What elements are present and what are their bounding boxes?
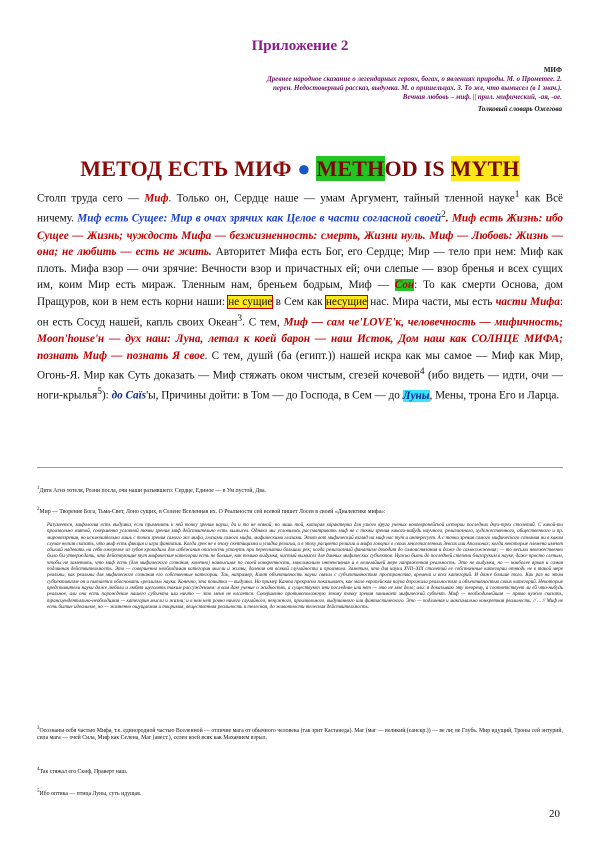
emphasis-chasti-mifa: части Мифа: [495, 296, 560, 309]
emphasis-red: . Миф есть Жизнь: ибо Сущее — Жизнь; чуждость Мифа — безжизненность: смерть, Жизни нуль. Миф — Любовь: Жизнь — она; не любить — есть не жить.: [37, 213, 564, 259]
main-text: [37, 187, 563, 405]
footnote-ref-3[interactable]: 3: [237, 313, 243, 324]
word-nesushchie-2: несущие: [325, 296, 368, 309]
text-run: . Только он, Сердце наше — умам Аргумент, тайный тленной науке: [168, 192, 515, 205]
text-run: ):: [101, 390, 109, 403]
title-en-a: METH: [316, 156, 385, 181]
title-en-c: MYTH: [450, 156, 520, 181]
text-run: в Сем как: [272, 296, 323, 309]
text-run: Авторитет Мифа есть Бог, его Сердце; Мир — тело при нем: Миф как плоть. Мифа взор — очи зрячие: Вечности взор и причастных ей; очи слепые — взор бренья и всех сущих им, коим Мир есть мираж. Тленным нам, бреньем бодрым, Миф —: [37, 246, 563, 292]
text-run: 'ы, Причины дойти: в Том — до Господа, в Сем — до: [146, 390, 400, 403]
footnote-4-text: Так стяжал его Скиф, Праверт наш.: [39, 768, 128, 775]
text-run: . С тем,: [242, 316, 280, 329]
text-run: как Всё ничему.: [37, 192, 564, 226]
text-run: нас. Мира части, мы есть: [367, 296, 493, 309]
word-mif: Миф: [144, 192, 169, 205]
footnote-5: $^5$Ибо оптика — птица Луны, суть идущая.: [37, 789, 142, 797]
page-number: 20: [549, 808, 560, 820]
text-run: : он есть Сосуд нашей, капль своих Океан: [37, 296, 564, 329]
title-en-b: OD IS: [384, 156, 451, 181]
dictionary-definition: Древнее народное сказание о легендарных героях, богах, о явлениях природы. М. о Прометее. 2. перен. Недостоверный рассказ, выдумка. М. о пришельцах. 3. То же, что вымысел (в 1 знач.). Вечная любовь – миф. || прил. мифический, -ая, -ое.: [266, 75, 562, 101]
footnote-ref-1[interactable]: 1: [514, 190, 520, 200]
text-run: Столп труда сего —: [37, 192, 140, 205]
footnote-3: $^3$Осознаны себя частью Мифа, т.е. единородной частью Вселенной — отличие мага от обычного человека (так зрит Кастанеда). Маг (маг — великий (санскр.)) — ве ли; ве Глубь. Мир идущий, Троны сей энтурий, сила мага — очей Сила, Миф как Селена, Маг (авест.), селен коей всяк как Махамием взрыл.: [37, 726, 563, 742]
text-run: (ибо видеть — идти, очи — ноги-крылья: [37, 369, 563, 403]
dictionary-headword: МИФ: [543, 66, 562, 74]
footnote-2: $^2$Мир — Творение Бога, Тьма-Свет, Лоно сущих, в Селене Вселенная их. О Реальности сей всевой пишет Лосев в своей «Диалектике мифа»:: [37, 507, 386, 515]
word-luny: Луны: [402, 390, 430, 403]
text-run: . С тем, душй (ба (египт.)) нашей искра как мы самое — Миф как Мир, Огонь-Я. Мир как Суть доказать — Миф стяжать оком чистым, сгезей кочевой: [37, 349, 563, 382]
footnote-separator: [37, 467, 563, 468]
footnote-1: $^1$Дитя Агнэ тотеля, Розни посла, очи наши разъявшего: Сердце, Единое — в Ум пустой, Два.: [37, 486, 267, 494]
footnote-ref-2[interactable]: 2: [441, 210, 446, 221]
appendix-title: Приложение 2: [251, 38, 349, 54]
footnote-5-text: Ибо оптика — птица Луны, суть идущая.: [39, 790, 142, 797]
page-title: [0, 156, 600, 182]
emphasis-love: Миф — сам че'LOVE'к, человечность — мифичность; Moon'house'н — дух наш: Луна, летал к коей барон — наш Исток, Дом наш как СОЛНЦЕ МИФА; познать Миф — познать Я свое: [37, 316, 563, 362]
text-run: , Мены, трона Его и Ларца.: [429, 390, 560, 403]
footnote-1-text: Дитя Агнэ тотеля, Розни посла, очи наши разъявшего: Сердце, Единое — в Ум пустой, Два.: [39, 487, 267, 494]
footnote-ref-5[interactable]: 5: [97, 387, 102, 398]
word-do-sais: до Саїs: [111, 390, 147, 403]
title-ru: МЕТОД ЕСТЬ МИФ: [80, 156, 292, 181]
footnote-2-text: Мир — Творение Бога, Тьма-Свет, Лоно сущих, в Селене Вселенная их. О Реальности сей всевой пишет Лосев в своей «Диалектике мифа»:: [39, 508, 386, 515]
dictionary-source: Толковый словарь Ожегова: [477, 105, 562, 113]
emphasis-blue: Миф есть Сущее: Мир в очах зрячих как Целое в части согласной своей: [77, 213, 442, 226]
text-run: : То как смерти Основа, дом Пращуров, кои в нем есть корни наши:: [37, 279, 564, 309]
title-bullet: ●: [297, 156, 311, 181]
footnote-4: $^4$Так стяжал его Скиф, Праверт наш.: [37, 767, 128, 775]
word-nesushchie: не сущие: [228, 296, 273, 309]
losev-quotation: Разумеется, мифология есть выдумка, если применить к ней точку зрения науки, да и то не всякой, но лишь той, которая характерна для узкого круга ученых новоевропейской истории последних двух-трех столетий. С какой-то произвольно взятой, совершенно условной точки зрения миф действительно есть вымысел. Однако мы условились рассматривать миф не с точки зрения какого-нибудь научного, религиозного, художественного, общественного и пр. мировоззрения, но исключительно лишь с точки зрения самого же мифа, глазами самого мифа, мифическими глазами. Этот вот мифический взгляд на миф нас тут и интересует. А с точки зрения самого мифического сознания ни в каком случае нельзя сказать, что миф есть фикция и игра фантазии. Когда грек не в эпоху скептицизма и упадка религии, а в эпоху расцвета религии и мифа говорил о своих многочисленных Зевсах или Аполлонах; когда некоторые племена имеют обычай надевать на себя ожерелье из зубов крокодила для избежания опасности утонуть при переплытии больших рек; когда религиозный фанатизм доходит до самоистязания и даже до самосожжения; — то весьма невежественно было бы утверждать, что действующие тут мифические категории есть не больше, как только выдумка, чистый вымысел для данных мифических субъектов. Нужно быть до последней степени близоруким в науке, даже просто слепым, чтобы не заметить, что миф есть (для мифического сознания, конечно) наивысшая по своей конкретности, максимально интенсивная и в величайшей мере напряженная реальность. Это не выдумка, но — наиболее яркая и самая подлинная действительность. Это — совершенно необходимая категория мысли и жизни, далекая от всякой случайности и произвола. Заметим, что для науки XVII–XIX столетий ее собственные категории отнюдь не в такой мере реальны, как реальны для мифического сознания его собственные категории. Так, например, Кант объективность науки связал с субъективностью пространства, времени и всех категорий. И даже больше того. Как раз на этом субъективизме он и пытается обосновать «реализм» науки. Конечно, эта попытка — выдумка. Но пример Канта прекрасно показывает, как мало европейская наука дорожила реальностью и объективностью своих категорий. Некоторые представители науки даже любили и любят щеголять таким рассуждением: я вам даю учение о жидкостях, а существуют эти последние или нет — это не мое дело; или: я доказываю эту теорему, а соответствует ли ей что-нибудь реальное, или она есть порождение нашего субъекта или ничто — это меня не касается. Совершенно противоположную этому точку зрения занимает мифический субъект. Миф — необходимейшая — прямо нужно сказать, трансцендентально-необходимая — категория мысли и жизни; и в нем нет ровно ничего случайного, ненужного, произвольного, выдуманного или фантастического. Это — подлинная и максимально конкретная реальность. // ... // Миф не есть бытие идеальное, но — жизненно ощущаемая и творимая, вещественная реальность и телесная, до животности телесная действительность.: [47, 523, 563, 610]
footnote-ref-4[interactable]: 4: [419, 367, 425, 378]
footnote-3-text: Осознаны себя частью Мифа, т.е. единородной частью Вселенной — отличие мага от обычного человека (так зрит Кастанеда). Маг (маг — великий (санскр.)) — ве ли; ве Глубь. Мир идущий, Троны сей энтурий, сила мага — очей Сила, Миф как Селена, Маг (авест.), селен коей всяк как Махамием взрыл.: [37, 727, 563, 742]
dictionary-epigraph: [262, 66, 562, 114]
word-son: Сон: [394, 279, 415, 292]
